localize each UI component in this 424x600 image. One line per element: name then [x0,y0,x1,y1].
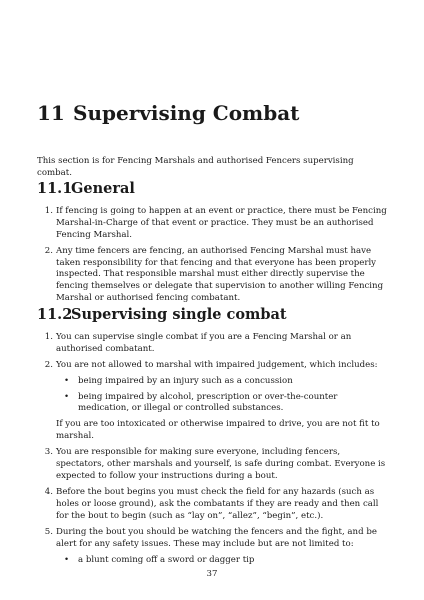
list-item [37,206,389,241]
bullet-text: being impaired by alcohol, prescription or over-the-counter medication, or illegal or controlled substances. [78,391,338,414]
section-heading-single-combat [37,306,287,323]
item-number: 5. [44,527,53,538]
item-number: 3. [44,447,53,458]
list-item [37,447,389,482]
item-text: Any time fencers are fencing, an authorised Fencing Marshal must have taken responsibility for that fencing and that everyone has been properly inspected. That responsible marshal must either directly supervise the fencing themselves or delegate that supervision to another willing Fencing Marshal or authorised fencing combatant. [56,245,384,304]
item-text: During the bout you should be watching the fencers and the fight, and be alert for any safety issues. These may include but are not limited to: [56,527,377,549]
section-number: 11.2 [37,306,73,323]
item-number: 2. [44,360,53,371]
page-number: 37 [206,569,218,579]
list-item [37,246,389,305]
single-combat-list [37,332,389,571]
list-item [37,360,389,443]
list-item [37,527,389,566]
bullet-list [56,376,389,415]
item-number: 1. [44,206,53,216]
item-number: 2. [44,245,53,256]
bullet-item [56,392,389,416]
section-number: 11.1 [37,180,73,197]
bullet-text: a blunt coming off a sword or dagger tip [78,554,255,565]
item-followup-text: If you are too intoxicated or otherwise impaired to drive, you are not fit to marshal. [56,419,380,442]
list-item [37,332,389,356]
chapter-title: Supervising Combat [73,101,300,125]
bullet-text: being impaired by an injury such as a concussion [78,375,293,386]
chapter-number: 11 [37,101,65,125]
item-text: Before the bout begins you must check the field for any hazards (such as holes or loose ground), ask the combatants if they are ready and then call for the bout to begin (such as “lay on”, “allez”, “begin”, etc.). [56,487,379,521]
intro-paragraph: This section is for Fencing Marshals and authorised Fencers supervising combat. [37,156,354,178]
bullet-item [56,376,389,388]
bullet-icon: • [64,375,70,386]
item-text: If fencing is going to happen at an event or practice, there must be Fencing Marshal-in-Charge of that event or practice. They must be an authorised Fencing Marshal. [56,206,387,240]
general-list [37,206,389,309]
item-text: You can supervise single combat if you are a Fencing Marshal or an authorised combatant. [56,332,352,354]
list-item [37,487,389,522]
item-number: 4. [44,487,53,498]
bullet-icon: • [64,554,70,565]
bullet-item [56,555,389,567]
item-number: 1. [44,332,53,342]
bullet-icon: • [64,391,70,402]
item-text: You are not allowed to marshal with impaired judgement, which includes: [56,360,378,371]
section-heading-general [37,180,135,197]
section-title: General [71,180,135,197]
item-text: You are responsible for making sure everyone, including fencers, spectators, other marshals and yourself, is safe during combat. Everyone is expected to follow your instructions during a bout. [56,447,386,481]
chapter-heading [37,101,299,125]
bullet-list [56,555,389,567]
section-title: Supervising single combat [71,306,287,323]
